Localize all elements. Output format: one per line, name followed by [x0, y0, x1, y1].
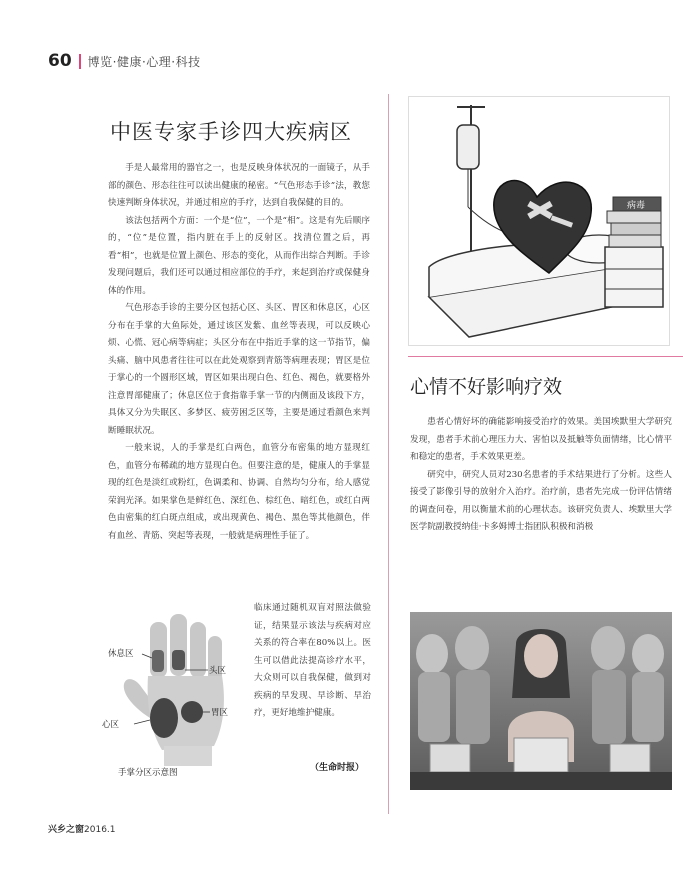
left-article-closing: 临床通过随机双盲对照法做验证，结果显示该法与疾病对应关系的符合率在80%以上。医生可以借此法提高诊疗水平，大众则可以自我保健，做到对疾病的早发现、早诊断、早治疗，更好地维护健康。: [254, 603, 371, 718]
section-name: 博览·健康·心理·科技: [87, 54, 201, 69]
paragraph: 该法包括两个方面：一个是“位”，一个是“相”。这是有先后顺序的，“位”是位置，指内脏在手上的反射区。找清位置之后，再看“相”，也就是位置上颜色、形态的变化，从而作出综合判断。手诊发现问题后，我们还可以通过相应部位的手疗，来起到治疗或保健身体的作用。: [108, 215, 370, 296]
page-header: [48, 50, 201, 72]
photo-scene: [410, 612, 672, 790]
heart-zone-label: 心区: [102, 720, 120, 730]
left-article-body: [108, 160, 370, 545]
right-article-body: [410, 414, 672, 537]
section-divider: [408, 356, 683, 357]
paragraph: 患者心情好坏的确能影响接受治疗的效果。美国埃默里大学研究发现，患者手术前心理压力大、害怕以及抵触等负面情绪，比心情平和稳定的患者，手术效果更差。: [410, 417, 672, 462]
column-divider: [388, 94, 389, 814]
magazine-name: 兴乡之窗: [48, 825, 85, 835]
head-zone-label: 头区: [209, 666, 227, 676]
palm-zone-diagram: [98, 608, 248, 778]
issue-number: 2016.1: [84, 825, 116, 835]
header-divider: [79, 54, 81, 69]
paragraph: 手是人最常用的器官之一，也是反映身体状况的一面镜子，从手部的颜色、形态往往可以读出健康的秘密。“气色形态手诊”法，教您快速判断身体状况，并通过相应的手疗，达到自我保健的目的。: [108, 163, 370, 208]
figure-caption: 手掌分区示意图: [118, 768, 178, 778]
left-article-title: 中医专家手诊四大疾病区: [110, 120, 352, 144]
stomach-zone-label: 胃区: [211, 708, 229, 718]
page-number: 60: [48, 51, 72, 71]
page-footer: [48, 822, 116, 835]
heart-cartoon-illustration: [408, 96, 670, 346]
right-article-title: 心情不好影响疗效: [410, 376, 563, 398]
palm-illustration: [98, 608, 248, 768]
article-source: （生命时报）: [310, 763, 365, 773]
robots-laptop-photo: [410, 612, 672, 790]
paragraph: 研究中，研究人员对230名患者的手术结果进行了分析。这些人接受了影像引导的放射介入治疗。治疗前，患者先完成一份评估情绪的调查问卷，用以衡量术前的心理状态。该研究负责人、埃默里大学医学院副教授纳佳·卡多姆博士指团队积极和消极: [410, 469, 672, 532]
cartoon-drawing: [409, 97, 670, 346]
paragraph: 气色形态手诊的主要分区包括心区、头区、胃区和休息区，心区分布在手掌的大鱼际处，通过该区发紫、血丝等表现，可以反映心烦、心慌、冠心病等病症；头区分布在中指近手掌的这一节指节，偏头痛、脑中风患者往往可以在此处观察到青筋等病理表现；胃区是位于掌心的一个圆形区域，胃区如果出现白色、红色、褐色，就要格外注意胃部健康了；休息区位于食指靠手掌一节的内侧面及该段下方，具体又分为失眠区、多梦区、疲劳困乏区等，主要是通过看颜色来判断睡眠状况。: [108, 303, 370, 436]
virus-book-label: 病毒: [627, 201, 646, 211]
paragraph: 一般来说，人的手掌是红白两色，血管分布密集的地方显现红色，血管分布稀疏的地方显现白色。但要注意的是，健康人的手掌显现的红色是淡红或粉红，色调柔和、协调、自然均匀分布，给人感觉荣润光泽。如果掌色是鲜红色、深红色、棕红色、暗红色，或红白两色由密集的红白斑点组成，或出现黄色、褐色、黑色等其他颜色，伴有血丝、青筋、突起等表现，一般就是病理性手征了。: [108, 443, 370, 541]
rest-zone-label: 休息区: [108, 649, 134, 659]
